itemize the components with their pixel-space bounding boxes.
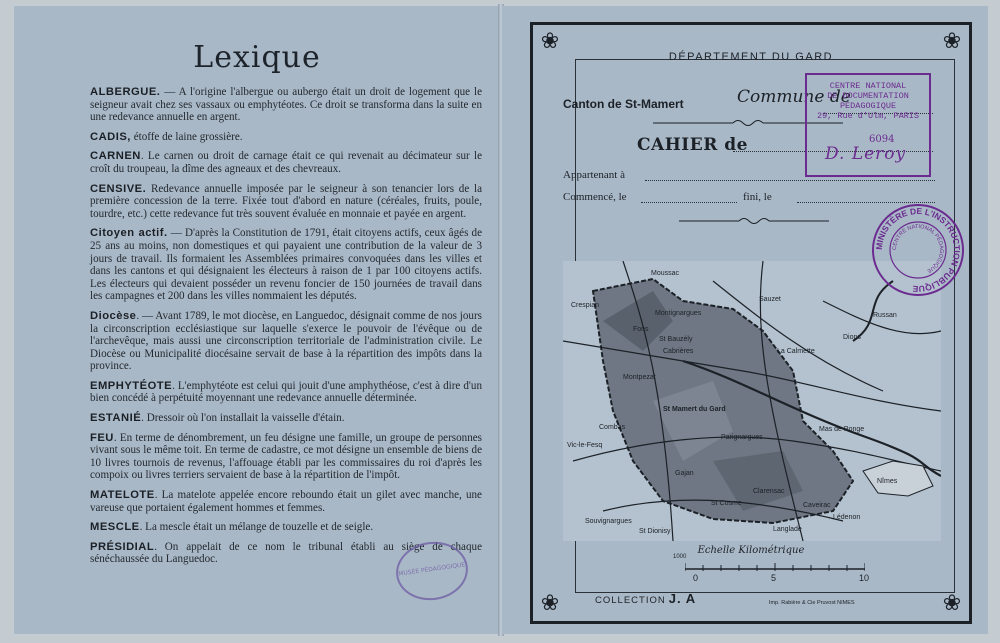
place-souvignargues: Souvignargues [585, 518, 632, 525]
stamp-reference: 6094 [869, 134, 895, 145]
entry-mescle: MESCLE. La mescle était un mélange de touzelle et de seigle. [90, 521, 374, 534]
lexique-page [14, 6, 500, 634]
cover-page [502, 6, 988, 634]
commune-label: Commune de [737, 87, 851, 107]
place-st-bauzely: St Bauzély [659, 336, 693, 343]
place-st-mamert: St Mamert du Gard [663, 406, 726, 413]
entry-censive: CENSIVE. Redevance annuelle imposée par le seigneur à son tenancier lors de la première concession de la terre. Fixée tout d'abord en nature (céréales, fruits, poule, tourdre, etc.) cette redevance fut très souvent évaluée en monnaie et payée en argent. [90, 182, 482, 220]
map-drawing [563, 261, 941, 541]
scale-tick-label: 5 [771, 573, 777, 583]
place-montpezat: Montpezat [623, 374, 656, 381]
entry-citoyen-actif: Citoyen actif. — D'après la Constitution de 1791, était citoyens actifs, ceux âgés de 25 ans au moins, non domestiques et qui payaient une contribution de la valeur de 3 jours de travail. Ils formaient les Assemblées primaires convoquées dans les villes et dans les cantons et qui désignaient les électeurs à raison de 1 par 100 citoyens actifs. Les électeurs qui devaient posséder un revenu foncier de 150 journées de travail dans les campagnes et 200 dans les villes nommaient les députés. [90, 227, 482, 303]
place-nimes: Nîmes [877, 478, 898, 485]
entry-albergue: ALBERGUE. — A l'origine l'albergue ou aubergo était un droit de logement que le seigneur avait chez ses vassaux ou emphytéotes. Ce droit se transforma dans la suite en une redevance annuelle en argent. [90, 86, 482, 124]
entry-carnen: CARNEN. Le carnen ou droit de carnage était ce qui revenait au décimateur sur le croît du troupeau, la dîme des agneaux et des chevreaux. [90, 150, 482, 175]
place-fons: Fons [633, 326, 649, 333]
place-langlade: Langlade [773, 526, 802, 533]
scale-tick-label: 0 [693, 573, 699, 583]
scale-bar [685, 563, 865, 571]
place-sauzet: Sauzet [759, 296, 781, 303]
place-montignargues: Montignargues [655, 310, 702, 317]
entry-presidial: PRÉSIDIAL. On appelait de ce nom le tribunal établi au siège de chaque sénéchaussée du Languedoc. [90, 540, 482, 566]
imprint: Imp. Rabière & Cie Pruvost NIMES [769, 600, 855, 606]
cover-frame [530, 22, 972, 624]
musee-stamp: MUSÉE PÉDAGOGIQUE [392, 537, 471, 604]
appartenant-label: Appartenant à [563, 169, 625, 181]
entry-feu: FEU. En terme de dénombrement, un feu désigne une famille, un groupe de personnes vivant sous le même toit. En terme de cadastre, ce mot désigne un ensemble de biens de 10 livres tournois de revenus, l'affouage établi par les commissaires du roi d'après les compoix ou livres terriers servaient de base à la répartition de l'impôt. [90, 431, 482, 482]
place-combas: Combas [599, 424, 626, 431]
appartenant-line [645, 180, 935, 181]
department-heading: DÉPARTEMENT DU GARD [668, 51, 834, 63]
place-cabrieres: Cabrières [663, 348, 694, 355]
place-st-cosme: St Cosme [711, 500, 742, 507]
ministry-round-stamp [871, 203, 965, 297]
lexique-entries [90, 86, 482, 573]
place-ledenon: Lédenon [833, 514, 861, 521]
ornament-icon: ❀ [540, 591, 560, 616]
cahier-title: CAHIER de [637, 135, 748, 155]
place-vic-le-fesq: Vic-le-Fesq [567, 442, 603, 449]
scale-tick-label: 10 [859, 573, 870, 583]
commence-label: Commencé, le [563, 191, 627, 203]
canton-label: Canton de St-Mamert [563, 97, 684, 111]
place-moussac: Moussac [651, 270, 680, 277]
place-gajan: Gajan [675, 470, 694, 477]
cndp-stamp: CENTRE NATIONAL DE DOCUMENTATION PÉDAGOGIQUE 29, Rue d'Ulm, PARIS 6094 D. Leroy [805, 73, 931, 177]
place-dions: Dions [843, 334, 861, 341]
fini-label: fini, le [743, 191, 772, 203]
commence-line [641, 202, 737, 203]
entry-matelote: MATELOTE. La matelote appelée encore reboundo était un gilet avec manche, une vareuse que portaient également hommes et femmes. [90, 489, 482, 514]
scale-unit: 1000 [673, 554, 687, 560]
ornament-icon: ❀ [942, 591, 962, 616]
place-russan: Russan [873, 312, 897, 319]
collection-code: J. A [668, 591, 697, 606]
ornament-icon: ❀ [540, 29, 560, 54]
place-parignargues: Parignargues [721, 434, 763, 441]
entry-cadis: CADIS, étoffe de laine grossière. [90, 130, 243, 143]
divider-flourish [679, 217, 829, 225]
place-crespian: Crespian [571, 302, 600, 309]
canton-map [563, 261, 941, 541]
collection-label: COLLECTION J. A [595, 591, 697, 606]
entry-diocese: Diocèse. — Avant 1789, le mot diocèse, en Languedoc, désignait comme de nos jours la circonscription ecclésiastique sur laquelle s'exerce le pouvoir de l'évêque ou de l'archevêque, mais aussi une circonscription territoriale de l'administration civile. Le Diocèse ou Municipalité diocésaine servait de base à la répartition des impôts dans la province. [90, 309, 482, 373]
place-caveirac: Caveirac [803, 502, 831, 509]
place-la-calmette: La Calmette [777, 348, 815, 355]
svg-text:MINISTÈRE DE L'INSTRUCTION PUB: MINISTÈRE DE L'INSTRUCTION PUBLIQUE [873, 205, 963, 295]
stamp-signature: D. Leroy [825, 144, 907, 164]
place-mas-de-ponge: Mas de Ponge [819, 426, 865, 433]
ornament-icon: ❀ [942, 29, 962, 54]
lexique-title: Lexique [193, 40, 321, 75]
svg-text:CENTRE NATIONAL PÉDAGOGIQUE: CENTRE NATIONAL PÉDAGOGIQUE [891, 223, 945, 274]
place-clarensac: Clarensac [753, 488, 785, 495]
place-st-dionisy: St Dionisy [639, 528, 671, 535]
entry-estanie: ESTANIÉ. Dressoir où l'on installait la vaisselle d'étain. [90, 412, 345, 425]
entry-emphyteote: EMPHYTÉOTE. L'emphytéote est celui qui jouit d'une amphythéose, c'est à dire d'un bien concédé à perpétuité moyennant une redevance annuelle déterminée. [90, 379, 482, 405]
scale-caption: Echelle Kilométrique [697, 545, 805, 556]
